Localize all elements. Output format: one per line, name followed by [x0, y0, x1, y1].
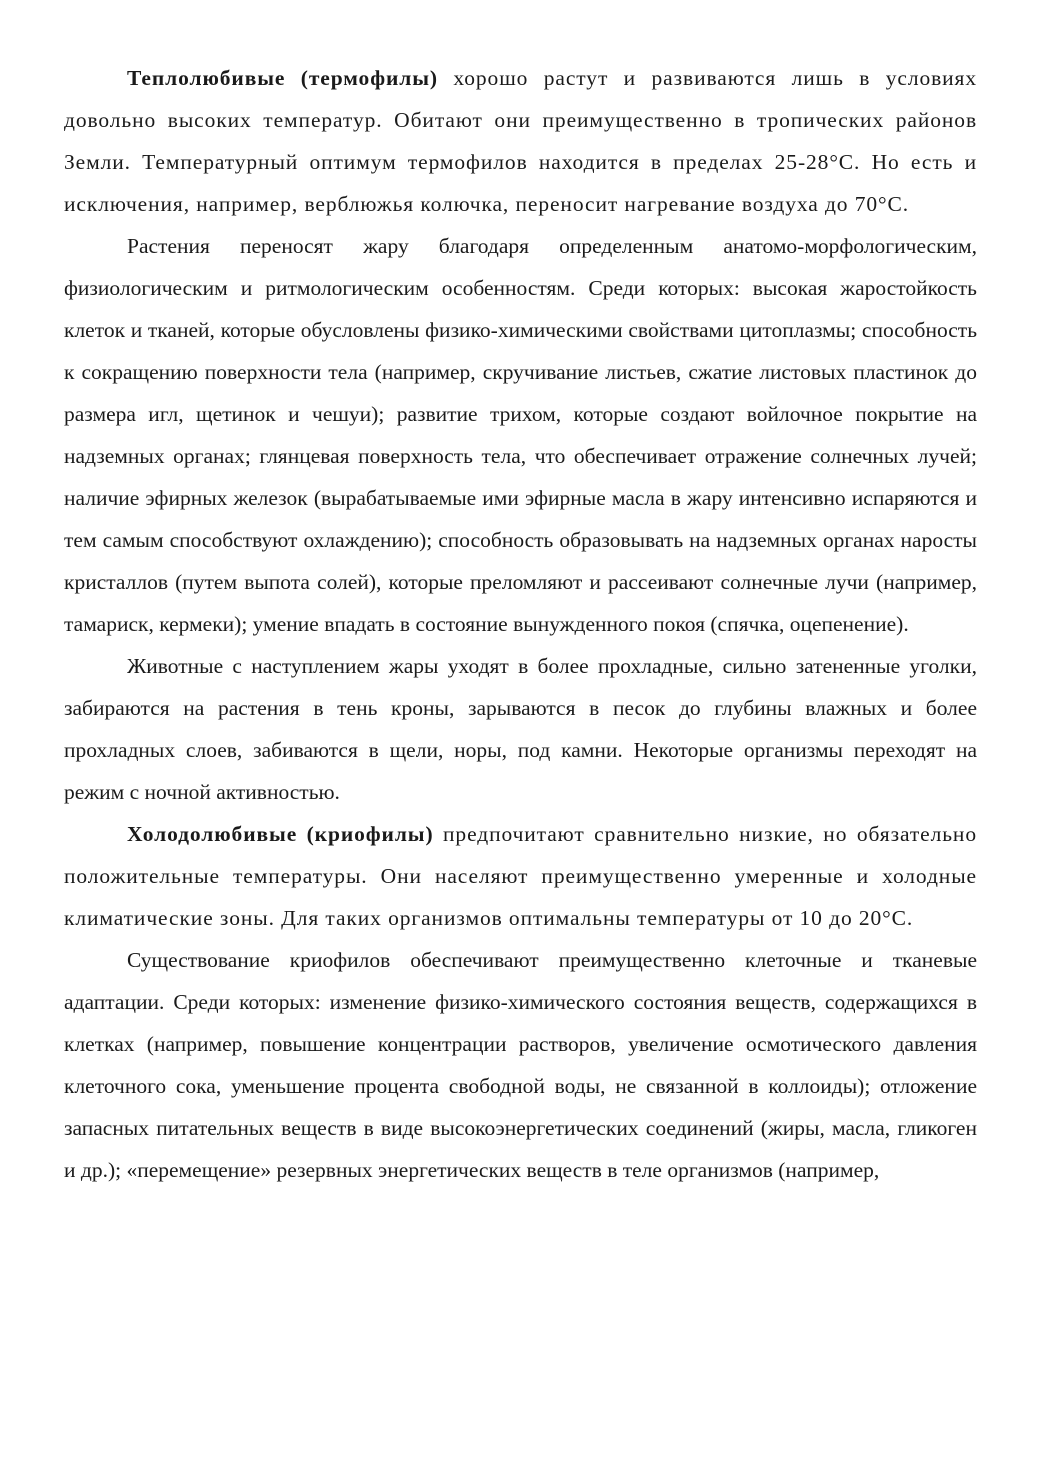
paragraph-heat-adaptations: [64, 225, 977, 645]
paragraph-text: Растения переносят жару благодаря определенным анатомо-морфологическим, физиологическим и ритмологическим особенностям. Среди которых: высокая жаростойкость клеток и тканей, которые обусловлены физико-химическими свойствами цитоплазмы; способность к сокращению поверхности тела (например, скручивание листьев, сжатие листовых пластинок до размера игл, щетинок и чешуи); развитие трихом, которые создают войлочное покрытие на надземных органах; глянцевая поверхность тела, что обеспечивает отражение солнечных лучей; наличие эфирных железок (вырабатываемые ими эфирные масла в жару интенсивно испаряются и тем самым способствуют охлаждению); способность образовывать на надземных органах наросты кристаллов (путем выпота солей), которые преломляют и рассеивают солнечные лучи (например, тамариск, кермеки); умение впадать в состояние вынужденного покоя (спячка, оцепенение).: [64, 234, 977, 636]
document-page: [64, 57, 977, 1191]
paragraph-text: хорошо растут и развиваются лишь в условиях довольно высоких температур. Обитают они преимущественно в тропических районов Земли. Температурный оптимум термофилов находится в пределах 25-28°С. Но есть и исключения, например, верблюжья колючка, переносит нагревание воздуха до 70°С.: [64, 66, 977, 216]
paragraph-text: Существование криофилов обеспечивают преимущественно клеточные и тканевые адаптации. Среди которых: изменение физико-химического состояния веществ, содержащихся в клетках (например, повышение концентрации растворов, увеличение осмотического давления клеточного сока, уменьшение процента свободной воды, не связанной в коллоиды); отложение запасных питательных веществ в виде высокоэнергетических соединений (жиры, масла, гликоген и др.); «перемещение» резервных энергетических веществ в теле организмов (например,: [64, 948, 977, 1182]
paragraph-cold-adaptations: [64, 939, 977, 1191]
term-thermophiles: Теплолюбивые (термофилы): [127, 66, 438, 90]
paragraph-animals-heat: [64, 645, 977, 813]
paragraph-text: предпочитают сравнительно низкие, но обязательно положительные температуры. Они населяют преимущественно умеренные и холодные климатические зоны. Для таких организмов оптимальны температуры от 10 до 20°С.: [64, 822, 977, 930]
paragraph-cryophiles: [64, 813, 977, 939]
term-cryophiles: Холодолюбивые (криофилы): [127, 822, 434, 846]
paragraph-text: Животные с наступлением жары уходят в более прохладные, сильно затененные уголки, забираются на растения в тень кроны, зарываются в песок до глубины влажных и более прохладных слоев, забиваются в щели, норы, под камни. Некоторые организмы переходят на режим с ночной активностью.: [64, 654, 977, 804]
paragraph-thermophiles: [64, 57, 977, 225]
